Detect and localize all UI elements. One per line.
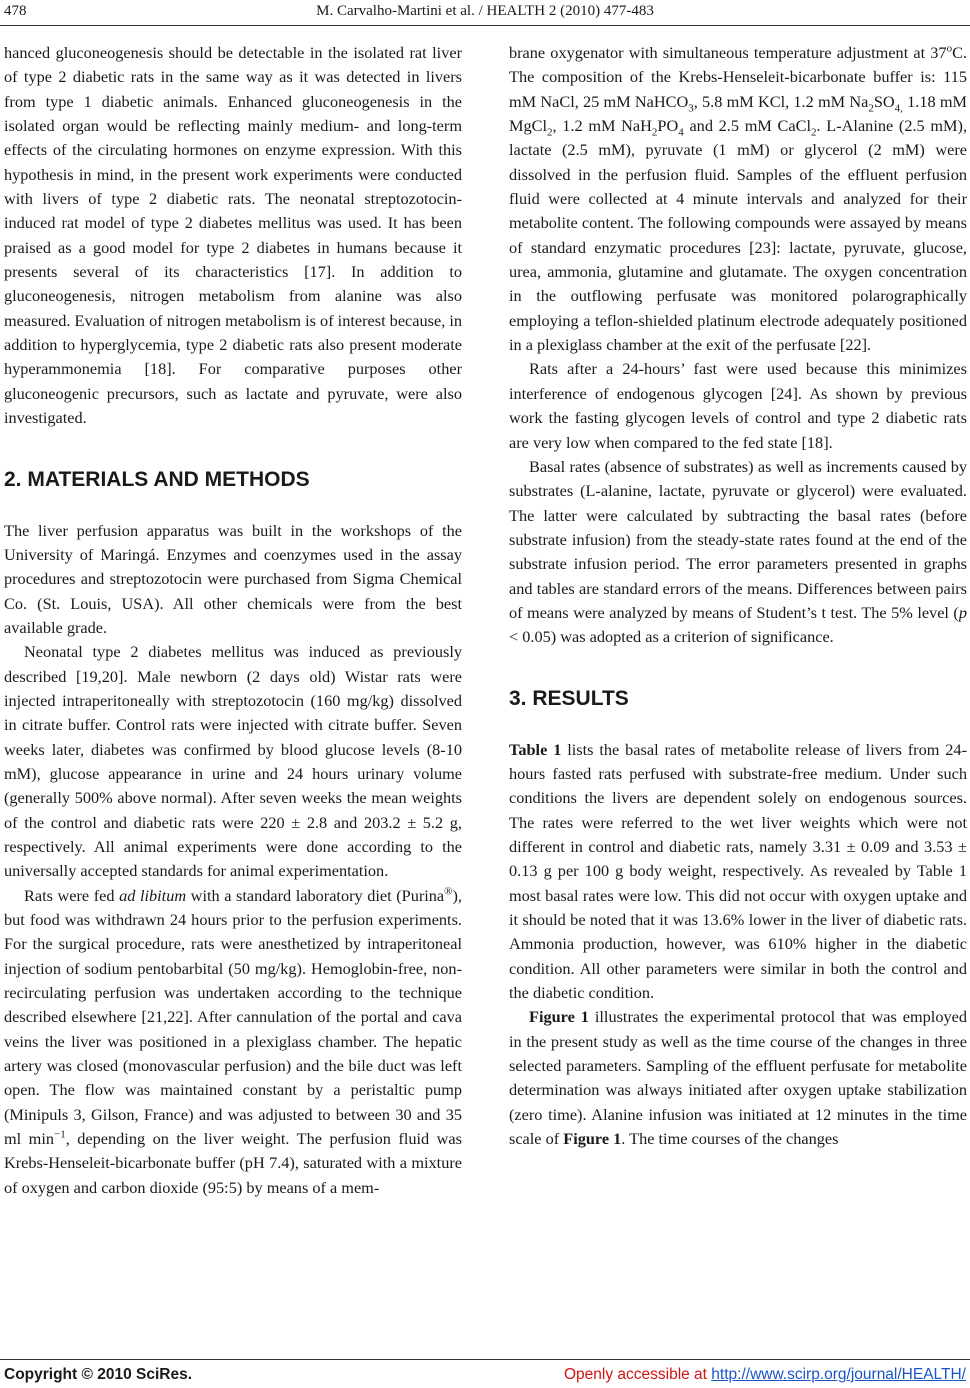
paragraph-fasting: Rats after a 24-hours’ fast were used because this minimizes interference of endogenous glycogen [24]. As shown by previous work the fasting glycogen levels of control and type 2 diabetic rats are very low when compared to the fed state [18]. [509, 359, 967, 452]
paragraph-basal-rates: Basal rates (absence of substrates) as well as increments caused by substrates (L-alanine, lactate, pyruvate or glycerol) were evaluated. The latter were calculated by subtracting the basal rates (before substrate infusion) from the steady-state rates found at the end of the substrate infusion period. The error parameters presented in graphs and tables are standard errors of the means. Differences between pairs of means were analyzed by means of Student’s t test. The 5% level (p < 0.05) was adopted as a criterion of significance. [509, 456, 967, 647]
paragraph-apparatus: The liver perfusion apparatus was built in the workshops of the University of Maringá. Enzymes and coenzymes used in the assay procedures and streptozotocin were purchased from Sigma Chemical Co. (St. Louis, USA). All other chemicals were from the best available grade. [4, 520, 462, 637]
journal-link[interactable]: http://www.scirp.org/journal/HEALTH/ [711, 1366, 966, 1383]
section-heading-results: 3. RESULTS [509, 686, 629, 710]
page-header [0, 0, 970, 26]
paragraph-buffer-composition: brane oxygenator with simultaneous temperature adjustment at 37$^o$C. The composition of the Krebs-Henseleit-bicarbonate buffer is: 115 mM NaCl, 25 mM NaHCO$_3$, 5.8 mM KCl, 1.2 mM $Na_2SO_{4,}$ 1.18 mM MgCl$_2$, 1.2 mM $NaH_2PO_4$ and 2.5 mM CaCl$_2$. L-Alanine (2.5 mM), lactate (2.5 mM), pyruvate (1 mM) or glycerol (2 mM) were dissolved in the perfusion fluid. Samples of the effluent perfusion fluid were collected at 4 minute intervals and analyzed for their metabolite content. The following compounds were assayed by means of standard enzymatic procedures [23]: lactate, pyruvate, glucose, urea, ammonia, glutamine and glutamate. The oxygen concentration in the outflowing perfusate was monitored polarographically employing a teflon-shielded platinum electrode adequately positioned in a plexiglass chamber at the exit of the perfusate [22]. [509, 42, 968, 355]
running-head: M. Carvalho-Martini et al. / HEALTH 2 (2010) 477-483 [316, 3, 654, 19]
page-footer [0, 1352, 970, 1388]
paragraph-figure1: Figure 1 illustrates the experimental protocol that was employed in the present study as well as the time course of the changes in three selected parameters. Sampling of the effluent perfusate for metabolite determination was always initiated after oxygen uptake stabilization (zero time). Alanine infusion was initiated at 12 minutes in the time scale of Figure 1. The time courses of the changes [509, 1007, 967, 1149]
footer-rule [0, 1359, 970, 1360]
page-number: 478 [4, 3, 27, 19]
section-heading-materials-methods: 2. MATERIALS AND METHODS [4, 467, 310, 491]
paragraph-table1: Table 1 lists the basal rates of metabolite release of livers from 24-hours fasted rats perfused with substrate-free medium. Under such conditions the livers are dependent solely on endogenous sources. The rates were referred to the wet liver weights which were not different in control and diabetic rats, namely 3.31 ± 0.09 and 3.53 ± 0.13 g per 100 g body weight, respectively. As revealed by Table 1 most basal rates were low. This did not occur with oxygen uptake and it should be noted that it was 13.6% lower in the liver of diabetic rats. Ammonia production, however, was 610% higher in the diabetic condition. All other parameters were similar in both the control and the diabetic condition. [509, 739, 967, 1003]
copyright-notice: Copyright © 2010 SciRes. [4, 1366, 193, 1383]
left-column [4, 41, 462, 1200]
access-notice: Openly accessible at http://www.scirp.org/journal/HEALTH/ [563, 1366, 966, 1383]
paragraph-intro-continued: hanced gluconeogenesis should be detectable in the isolated rat liver of type 2 diabetic rats in the same way as it was detected in livers from type 1 diabetic animals. Enhanced gluconeogenesis in the isolated organ would be reflecting mainly medium- and long-term effects of the circulating hormones on enzyme expression. With this hypothesis in mind, in the present work experiments were conducted with livers of type 2 diabetic rats. The neonatal streptozotocin-induced rat model of type 2 diabetes mellitus was used. It has been praised as a good model for type 2 diabetes in humans because it presents several of its characteristics [17]. In addition to gluconeogenesis, nitrogen metabolism from alanine was also measured. Evaluation of nitrogen metabolism is of interest because, in addition to hyperglycemia, type 2 diabetic rats also present moderate hyperammonemia [18]. For comparative purposes other gluconeogenic precursors, such as lactate and pyruvate, were also investigated. [4, 43, 463, 428]
paragraph-diabetes-induction: Neonatal type 2 diabetes mellitus was induced as previously described [19,20]. Male newborn (2 days old) Wistar rats were injected intraperitoneally with streptozotocin (160 mg/kg) dissolved in citrate buffer. Control rats were injected with citrate buffer. Seven weeks later, diabetes was confirmed by blood glucose levels (8-10 mM), glucose appearance in urine and 24 hours urinary volume (generally 500% above normal). After seven weeks the mean weights of the control and diabetic rats were 220 ± 2.8 and 203.2 ± 5.2 g, respectively. All animal experiments were done according to the universally accepted standards for animal experimentation. [4, 642, 462, 881]
paragraph-perfusion: Rats were fed ad libitum with a standard laboratory diet (Purina®), but food was withdrawn 24 hours prior to the perfusion experiments. For the surgical procedure, rats were anesthetized by intraperitoneal injection of sodium pentobarbital (50 mg/kg). Hemoglobin-free, non-recirculating perfusion was undertaken according to the technique described elsewhere [21,22]. After cannulation of the portal and cava veins the liver was positioned in a plexiglass chamber. The hepatic artery was closed (monovascular perfusion) and the bile duct was left open. The flow was maintained constant by a peristaltic pump (Minipuls 3, Gilson, France) and was adjusted to between 30 and 35 ml $\min^{-1}$, depending on the liver weight. The perfusion fluid was Krebs-Henseleit-bicarbonate buffer (pH 7.4), saturated with a mixture of oxygen and carbon dioxide (95:5) by means of a mem- [4, 885, 463, 1197]
header-rule [0, 25, 970, 26]
right-column [509, 41, 967, 1151]
